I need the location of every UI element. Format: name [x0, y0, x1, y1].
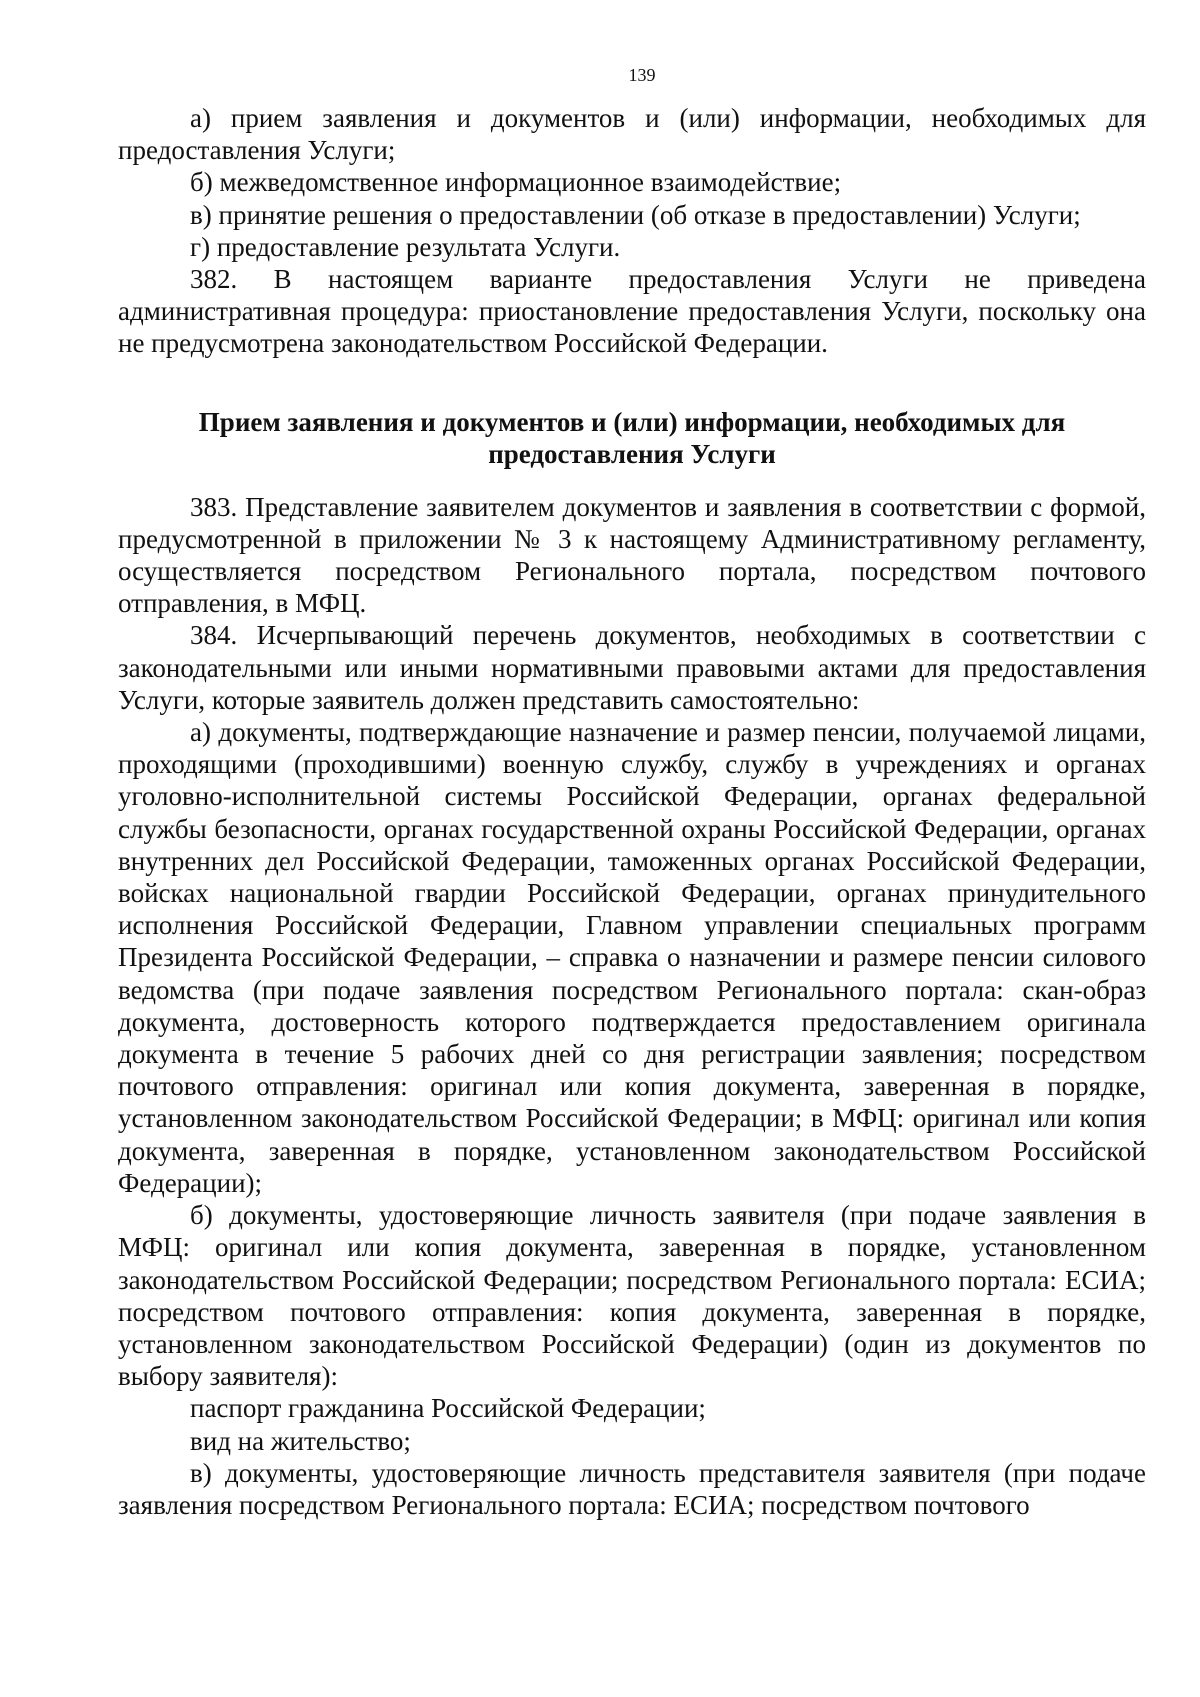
paragraph-384-item-a: а) документы, подтверждающие назначение и размер пенсии, получаемой лицами, проходящими (проходившими) военную службу, службу в учреждениях и органах уголовно-исполнительной системы Российской Федерации, органах федеральной службы безопасности, органах государственной охраны Российской Федерации, органах внутренних дел Российской Федерации, таможенных органах Российской Федерации, войсках национальной гвардии Российской Федерации, органах принудительного исполнения Российской Федерации, Главном управлении специальных программ Президента Российской Федерации, – справка о назначении и размере пенсии силового ведомства (при подаче заявления посредством Регионального портала: скан-образ документа, достоверность которого подтверждается предоставлением оригинала документа в течение 5 рабочих дней со дня регистрации заявления; посредством почтового отправления: оригинал или копия документа, заверенная в порядке, установленном законодательством Российской Федерации; в МФЦ: оригинал или копия документа, заверенная в порядке, установленном законодательством Российской Федерации);	[118, 717, 1146, 1198]
paragraph-item-b: б) межведомственное информационное взаимодействие;	[190, 167, 842, 198]
list-item-passport: паспорт гражданина Российской Федерации;	[190, 1393, 706, 1424]
section-heading-line-1: Прием заявления и документов и (или) информации, необходимых для	[198, 406, 1066, 437]
section-heading	[118, 406, 1146, 471]
paragraph-item-a: а) прием заявления и документов и (или) информации, необходимых для предоставления Услуги;	[118, 103, 1146, 166]
paragraph-384-item-b: б) документы, удостоверяющие личность заявителя (при подаче заявления в МФЦ: оригинал или копия документа, заверенная в порядке, установленном законодательством Российской Федерации; посредством Регионального портала: ЕСИА; посредством почтового отправления: копия документа, заверенная в порядке, установленном законодательством Российской Федерации) (один из документов по выбору заявителя):	[118, 1200, 1146, 1392]
paragraph-384-item-v: в) документы, удостоверяющие личность представителя заявителя (при подаче заявления посредством Регионального портала: ЕСИА; посредством почтового	[118, 1457, 1146, 1520]
section-heading-line-2: предоставления Услуги	[488, 439, 776, 470]
list-item-residence-permit: вид на жительство;	[190, 1425, 411, 1456]
page-number: 139	[628, 65, 656, 85]
paragraph-item-g: г) предоставление результата Услуги.	[190, 231, 621, 262]
paragraph-384: 384. Исчерпывающий перечень документов, необходимых в соответствии с законодательными или иными нормативными правовыми актами для предоставления Услуги, которые заявитель должен представить самостоятельно:	[118, 620, 1146, 715]
paragraph-382: 382. В настоящем варианте предоставления Услуги не приведена административная процедура: приостановление предоставления Услуги, поскольку она не предусмотрена законодательством Российской Федерации.	[118, 264, 1146, 359]
paragraph-item-v: в) принятие решения о предоставлении (об отказе в предоставлении) Услуги;	[190, 199, 1081, 230]
paragraph-383: 383. Представление заявителем документов и заявления в соответствии с формой, предусмотренной в приложении № 3 к настоящему Административному регламенту, осуществляется посредством Регионального портала, посредством почтового отправления, в МФЦ.	[118, 491, 1146, 619]
